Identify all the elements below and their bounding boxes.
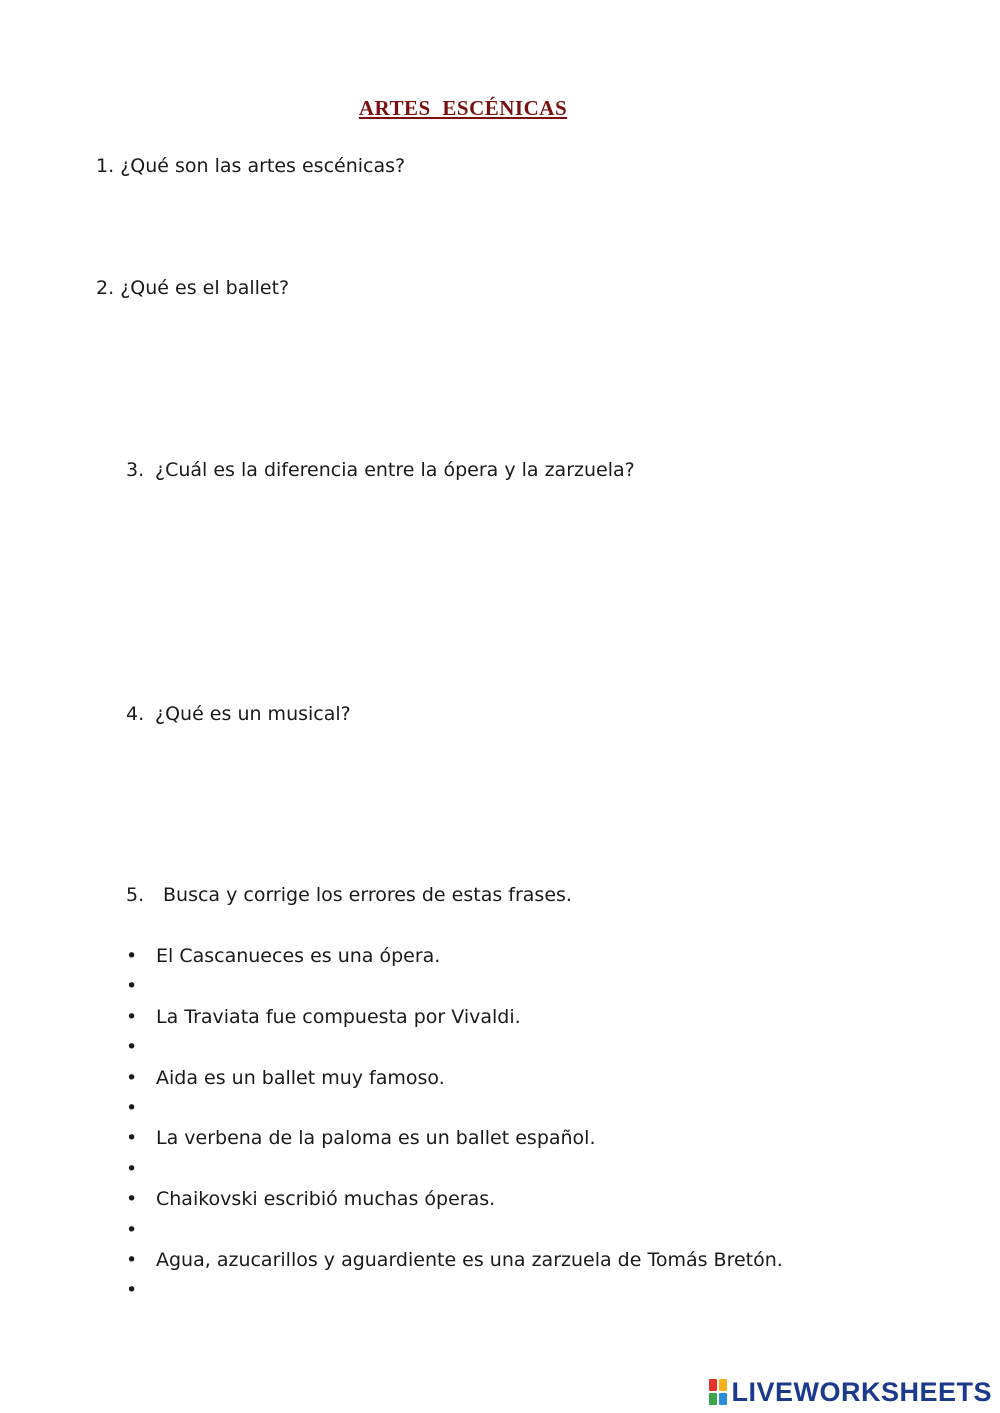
question-number: 4. bbox=[126, 703, 145, 725]
bullet-icon: • bbox=[126, 1158, 138, 1180]
answer-bullet bbox=[126, 1218, 156, 1242]
liveworksheets-logo bbox=[709, 1377, 992, 1407]
sentence-text: Agua, azucarillos y aguardiente es una zarzuela de Tomás Bretón. bbox=[156, 1249, 783, 1271]
answer-bullet bbox=[126, 1035, 156, 1059]
question-text: ¿Qué son las artes escénicas? bbox=[120, 155, 406, 177]
bullet-icon: • bbox=[126, 1127, 138, 1149]
sentence-text: Aida es un ballet muy famoso. bbox=[156, 1067, 445, 1089]
question-text: ¿Qué es el ballet? bbox=[120, 277, 290, 299]
question-1 bbox=[96, 154, 405, 178]
liveworksheets-logo-icon bbox=[709, 1379, 727, 1405]
answer-bullet bbox=[126, 1278, 156, 1302]
sentence-item bbox=[126, 1005, 521, 1029]
question-2 bbox=[96, 276, 289, 300]
sentence-text: La Traviata fue compuesta por Vivaldi. bbox=[156, 1006, 521, 1028]
question-5 bbox=[126, 883, 572, 907]
logo-square bbox=[709, 1393, 717, 1405]
answer-bullet bbox=[126, 1096, 156, 1120]
logo-square bbox=[709, 1379, 717, 1391]
bullet-icon: • bbox=[126, 1036, 138, 1058]
sentence-item bbox=[126, 1066, 445, 1090]
bullet-icon: • bbox=[126, 945, 138, 967]
logo-square bbox=[719, 1379, 727, 1391]
bullet-icon: • bbox=[126, 1249, 138, 1271]
page-title: ARTES ESCÉNICAS bbox=[358, 96, 568, 120]
sentence-item bbox=[126, 1187, 495, 1211]
bullet-icon: • bbox=[126, 975, 138, 997]
bullet-icon: • bbox=[126, 1279, 138, 1301]
liveworksheets-wordmark: LIVEWORKSHEETS bbox=[731, 1376, 992, 1407]
question-text: ¿Qué es un musical? bbox=[155, 703, 351, 725]
answer-bullet bbox=[126, 974, 156, 998]
sentence-item bbox=[126, 1248, 783, 1272]
question-number: 1. bbox=[96, 155, 115, 177]
question-text: Busca y corrige los errores de estas frases. bbox=[163, 884, 572, 906]
bullet-icon: • bbox=[126, 1067, 138, 1089]
sentence-text: La verbena de la paloma es un ballet español. bbox=[156, 1127, 596, 1149]
question-number: 3. bbox=[126, 459, 145, 481]
question-number: 2. bbox=[96, 277, 115, 299]
bullet-icon: • bbox=[126, 1006, 138, 1028]
sentence-text: Chaikovski escribió muchas óperas. bbox=[156, 1188, 496, 1210]
bullet-icon: • bbox=[126, 1097, 138, 1119]
sentence-item bbox=[126, 944, 440, 968]
answer-bullet bbox=[126, 1157, 156, 1181]
sentence-item bbox=[126, 1126, 596, 1150]
question-text: ¿Cuál es la diferencia entre la ópera y la zarzuela? bbox=[155, 459, 635, 481]
logo-square bbox=[719, 1393, 727, 1405]
bullet-icon: • bbox=[126, 1219, 138, 1241]
question-3 bbox=[126, 458, 635, 482]
bullet-icon: • bbox=[126, 1188, 138, 1210]
question-4 bbox=[126, 702, 351, 726]
sentence-text: El Cascanueces es una ópera. bbox=[156, 945, 441, 967]
question-number: 5. bbox=[126, 884, 145, 906]
